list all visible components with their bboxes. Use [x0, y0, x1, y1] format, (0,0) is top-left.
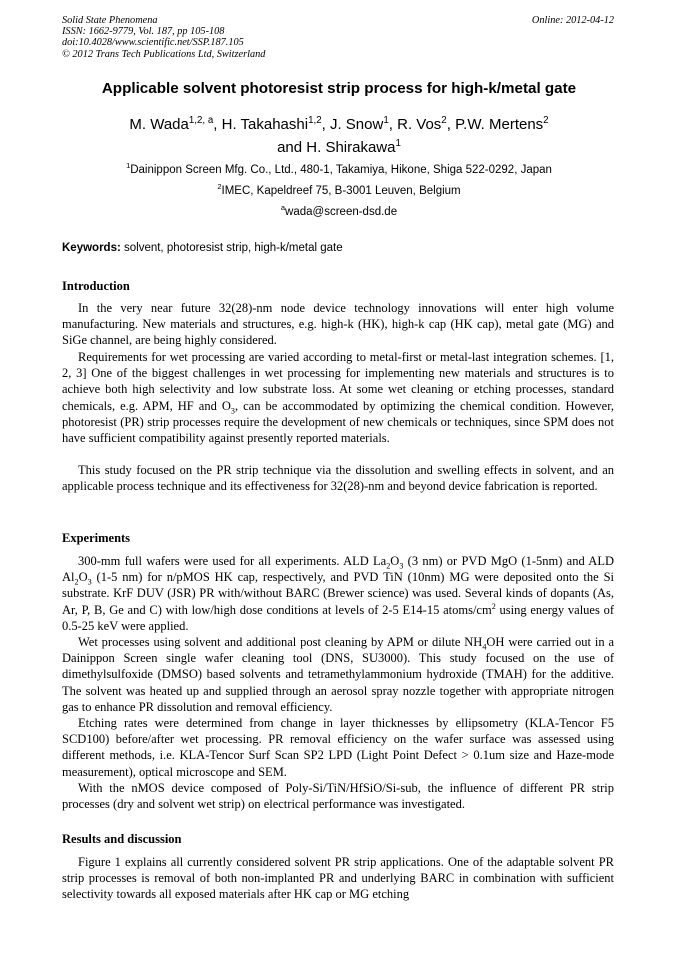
email-text: wada@screen-dsd.de	[285, 206, 398, 218]
author-name: R. Vos	[397, 116, 442, 133]
affiliation-sup: 2	[217, 182, 222, 192]
intro-paragraph-3: This study focused on the PR strip technique via the dissolution and swelling effects in solvent, and an applicable process technique and its effectiveness for 32(28)-nm and beyond device fabrication is reported.	[62, 463, 614, 494]
author-name: M. Wada	[129, 116, 189, 133]
affiliation-2	[0, 182, 678, 197]
author-affil-sup: 2	[441, 115, 447, 126]
author-name: H. Takahashi	[221, 116, 309, 133]
section-heading-experiments: Experiments	[62, 531, 131, 545]
author-affil-sup: 1	[383, 115, 389, 126]
experiments-paragraph-1: 300-mm full wafers were used for all experiments. ALD $La_2O_3$ (3 nm) or PVD MgO (1-5nm) and ALD $Al_2O_3$ (1-5 nm) for n/pMOS HK cap, respectively, and PVD TiN (10nm) MG were deposited onto the Si substrate. KrF DUV (JSR) PR with/without BARC (Brewer science) was used. Several kinds of dopants (As, Ar, P, B, Ge and C) with low/high dose conditions at levels of 2-5 E14-15 atoms/$cm^2$ using energy values of 0.5-25 keV were applied.	[62, 554, 615, 633]
intro-paragraph-2: Requirements for wet processing are varied according to metal-first or metal-last integration schemes. [1, 2, 3] One of the biggest challenges in wet processing for implementing new materials and structures is to achieve both high selectivity and low substrate loss. At some wet cleaning or etching processes, standard chemicals, e.g. APM, HF and $O_3$, can be accommodated by optimizing the chemical condition. However, photoresist (PR) strip processes require the development of new chemicals or techniques, since SPM does not have sufficient compatibility against presently reported materials.	[62, 350, 614, 446]
author-name: P.W. Mertens	[455, 116, 544, 133]
affiliation-text: IMEC, Kapeldreef 75, B-3001 Leuven, Belgium	[221, 185, 461, 197]
journal-name: Solid State Phenomena	[62, 15, 158, 26]
keywords-label: Keywords:	[62, 242, 121, 254]
paper-title: Applicable solvent photoresist strip process for high-k/metal gate	[101, 80, 577, 97]
author-affil-sup: 1,2, a	[188, 115, 214, 126]
keywords-text: solvent, photoresist strip, high-k/metal gate	[124, 242, 343, 254]
email-sup: a	[280, 203, 286, 213]
affiliation-text: Dainippon Screen Mfg. Co., Ltd., 480-1, Takamiya, Hikone, Shiga 522-0292, Japan	[130, 164, 552, 176]
author-affil-sup: 1,2	[308, 115, 322, 126]
doi-line: doi:10.4028/www.scientific.net/SSP.187.105	[62, 37, 244, 49]
author-name: H. Shirakawa	[306, 139, 396, 156]
results-paragraph-1: Figure 1 explains all currently considered solvent PR strip applications. One of the adaptable solvent PR strip processes is removal of both non-implanted PR and underlying BARC in combination with sufficient selectivity towards all exposed materials after HK cap or MG etching	[62, 855, 614, 902]
issn-line: ISSN: 1662-9779, Vol. 187, pp 105-108	[62, 26, 225, 38]
affiliation-1	[0, 161, 678, 176]
author-line-2: and H. Shirakawa$^1$	[277, 138, 401, 156]
experiments-paragraph-4: With the nMOS device composed of Poly-Si/TiN/HfSiO/Si-sub, the influence of different PR strip processes (dry and solvent wet strip) on electrical performance was investigated.	[62, 781, 614, 812]
online-date: Online: 2012-04-12	[531, 15, 614, 26]
affiliation-sup: 1	[126, 161, 131, 171]
keywords	[62, 242, 343, 254]
copyright-line: © 2012 Trans Tech Publications Ltd, Switzerland	[62, 48, 266, 60]
experiments-paragraph-2: Wet processes using solvent and additional post cleaning by APM or dilute $NH_4OH$ were carried out in a Dainippon Screen single wafer cleaning tool (DNS, SU3000). This study focused on the use of dimethylsulfoxide (DMSO) based solvents and tetramethylammonium hydroxide (TMAH) for the additive. The solvent was heated up and supplied through an aerosol spray nozzle together with appropriate nitrogen gas to enhance PR dissolution and removal efficiency.	[62, 635, 615, 714]
author-email	[0, 203, 678, 218]
author-name: J. Snow	[329, 116, 384, 133]
section-heading-results: Results and discussion	[62, 832, 182, 846]
section-heading-introduction: Introduction	[62, 279, 130, 293]
journal-header	[62, 15, 265, 60]
author-affil-sup: 2	[543, 115, 549, 126]
author-line-1: M. Wada$^{1,2, a}$, H. Takahashi$^{1,2}$, J. Snow$^1$, R. Vos$^2$, P.W. Mertens$^2$	[129, 115, 549, 133]
intro-paragraph-1: In the very near future 32(28)-nm node device technology innovations will enter high volume manufacturing. New materials and structures, e.g. high-k (HK), high-k cap (HK cap), metal gate (MG) and SiGe channel, are being highly considered.	[62, 301, 614, 348]
author-affil-sup: 1	[395, 138, 401, 149]
experiments-paragraph-3: Etching rates were determined from change in layer thicknesses by ellipsometry (KLA-Tencor F5 SCD100) before/after wet processing. PR removal efficiency on the wafer surface was assessed using different methods, i.e. KLA-Tencor Surf Scan SP2 LPD (Light Point Defect > 0.1um size and Haze-mode measurement), optical microscope and SEM.	[62, 716, 614, 779]
